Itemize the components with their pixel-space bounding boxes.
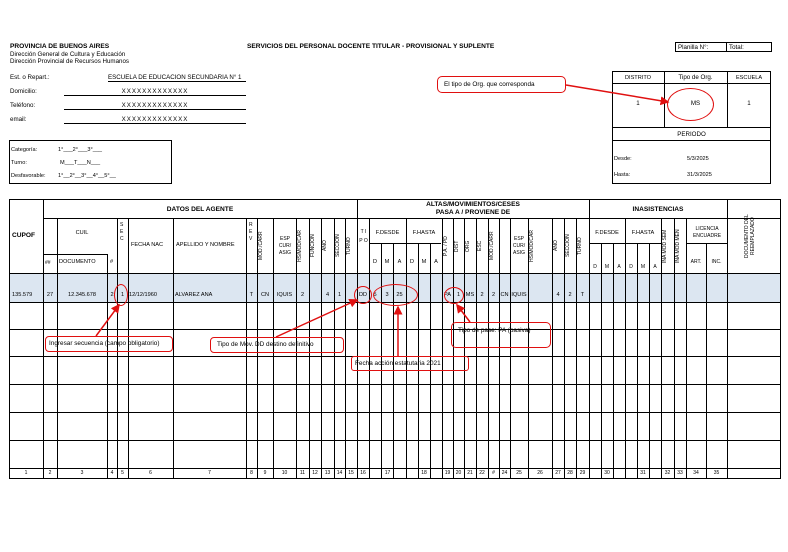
row-fecha-nac: 12/12/1960 <box>129 292 157 298</box>
art-header: ART. <box>690 259 702 265</box>
altas-header-2: PASA A / PROVIENE DE <box>435 209 511 216</box>
est-value: ESCUELA DE EDUCACION SECUNDARIA N° 1 <box>108 74 246 82</box>
categoria-value: 1°___2°___3°___ <box>58 147 103 153</box>
column-number: 13 <box>324 470 331 476</box>
total-label: Total: <box>729 44 744 51</box>
sec-header: S E C <box>120 222 124 242</box>
row-turno-b: T <box>580 292 585 298</box>
row-mod: CN <box>260 292 270 298</box>
desde-label: Desde: <box>614 156 632 162</box>
column-number: 9 <box>263 470 267 476</box>
column-number: 26 <box>537 470 543 476</box>
tipo-pase-note: Tipo de pase: PA (pasiva) <box>458 327 531 334</box>
apellido-header: APELLIDO Y NOMBRE <box>176 242 235 248</box>
row-num: 2 <box>110 292 114 298</box>
column-number: # <box>492 470 495 476</box>
column-number: 18 <box>421 470 427 476</box>
column-number: 35 <box>713 470 720 476</box>
telefono-value: XXXXXXXXXXXXX <box>64 102 246 110</box>
row-hs-b: 2 <box>491 292 496 298</box>
column-number: 25 <box>516 470 522 476</box>
org-header: ORG <box>465 240 471 252</box>
column-number: 20 <box>455 470 462 476</box>
esp-b-header: ESP CUR/ ASIG <box>512 236 526 256</box>
hasta-value: 31/3/2025 <box>687 172 712 178</box>
altas-header-1: ALTAS/MOVIMIENTOS/CESES <box>426 201 520 208</box>
ina-a2-header: A <box>653 264 657 270</box>
tipo-org-value: MS <box>690 100 701 107</box>
f-desde-header: F.DESDE <box>375 230 400 236</box>
column-number: 24 <box>501 470 508 476</box>
turno-b-header: TURNO <box>577 237 583 255</box>
row-esp-b: IQUIS <box>511 292 527 298</box>
row-a: 25 <box>396 292 403 298</box>
desde-value: 5/3/2025 <box>687 156 709 162</box>
escuela-value: 1 <box>747 100 751 107</box>
tipo-org-label: Tipo de Org. <box>678 74 713 81</box>
tipo-header: T I P O <box>359 229 368 244</box>
mod-carr-b-header: MOD./CARR <box>489 231 495 261</box>
column-number: 30 <box>604 470 610 476</box>
column-number: 6 <box>149 470 152 476</box>
esp-header: ESP CUR/ ASIG <box>278 236 292 256</box>
turno-header: TURNO <box>346 237 352 255</box>
provincia-title: PROVINCIA DE BUENOS AIRES <box>10 43 110 50</box>
row-apellido: ALVAREZ ANA <box>175 292 213 298</box>
a2-header: A <box>434 259 438 265</box>
column-number: 17 <box>384 470 391 476</box>
document-title: SERVICIOS DEL PERSONAL DOCENTE TITULAR - PROVISIONAL Y SUPLENTE <box>247 43 495 50</box>
email-label: email: <box>10 116 27 123</box>
escuela-label: ESCUELA <box>735 75 763 81</box>
fecha-nac-header: FECHA NAC <box>131 242 164 248</box>
domicilio-value: XXXXXXXXXXXXX <box>64 88 246 96</box>
distrito-label: DISTRITO <box>624 75 651 81</box>
f-hasta-header: F.HASTA <box>412 230 436 236</box>
documento-header: DOCUMENTO <box>59 259 96 265</box>
column-number: 3 <box>80 470 84 476</box>
seccion-b-header: SECCION <box>565 234 571 258</box>
row-anio-b: 4 <box>556 292 560 298</box>
ina-desde-header: F.DESDE <box>595 230 619 236</box>
row-m: 3 <box>385 292 389 298</box>
m2-header: M <box>421 259 427 265</box>
m-header: M <box>384 259 390 265</box>
secuencia-note: Ingresar secuencia (campo obligatorio) <box>49 340 160 347</box>
funcion-header: FUNCION <box>310 234 316 258</box>
a-header: A <box>397 259 402 265</box>
hs-mod-b-header: HS/MOD/CAR <box>529 230 535 262</box>
fecha-note: Fecha acción estatutaria 2021 <box>355 360 441 367</box>
column-number: 29 <box>579 470 586 476</box>
column-number: 4 <box>110 470 114 476</box>
row-org: MS <box>465 292 475 298</box>
domicilio-label: Domicilio: <box>10 88 37 95</box>
d-header: D <box>372 259 378 265</box>
cuil-header: CUIL <box>75 230 89 236</box>
column-number: 31 <box>640 470 646 476</box>
dist-header: DIST <box>454 240 460 252</box>
row-dist: 1 <box>456 292 461 298</box>
licencia-header: LICENCIA ENCUADRE <box>692 226 722 239</box>
anio-header: AÑO <box>322 240 328 252</box>
turno-label: Turno: <box>11 160 27 166</box>
documento-reemplazado-header: DOCUMENTO DEL REEMPLAZADO <box>744 214 756 258</box>
row-seccion: 1 <box>337 292 342 298</box>
tipo-org-note: El tipo de Org. que corresponda <box>444 81 535 88</box>
direccion-general: Dirección General de Cultura y Educación <box>10 51 126 58</box>
mod-carr-header: MOD./CARR <box>258 231 264 261</box>
row-esp: IQUIS <box>276 292 293 298</box>
desfavorable-value: 1°__2°__3°__4°__5°__ <box>58 173 116 179</box>
column-number: 14 <box>336 470 343 476</box>
email-value: XXXXXXXXXXXXX <box>64 116 246 124</box>
pa-pd-header: P.A. / PD <box>443 236 449 256</box>
column-number: 19 <box>444 470 451 476</box>
row-sec: 1 <box>120 292 125 298</box>
anio-b-header: AÑO <box>553 240 559 252</box>
row-d: 5 <box>373 292 377 298</box>
inc-header: INC. <box>711 259 722 265</box>
column-number: 32 <box>664 470 671 476</box>
row-hs: 2 <box>300 292 305 298</box>
row-sec-b: 2 <box>568 292 572 298</box>
row-rev: T <box>249 292 254 298</box>
rev-header: R E V <box>249 222 253 242</box>
ina-a-header: A <box>617 264 621 270</box>
esc-header: ESC <box>477 240 483 252</box>
telefono-label: Teléfono: <box>10 102 36 109</box>
row-tipo: DD <box>358 292 368 298</box>
hs-mod-header: HS/MOD/CAR <box>297 230 303 262</box>
tipo-mov-note: Tipo de Mov. DD destino definitivo <box>217 341 314 348</box>
column-number: 7 <box>208 470 211 476</box>
column-number: 28 <box>567 470 573 476</box>
periodo-label: PERIODO <box>677 131 706 138</box>
d2-header: D <box>409 259 415 265</box>
column-number: 10 <box>281 470 288 476</box>
ina-d2-header: D <box>629 264 633 270</box>
row-pa: PA <box>443 292 452 298</box>
hash-header: ## <box>45 260 51 266</box>
categoria-label: Categoría: <box>11 147 38 153</box>
column-number: 34 <box>693 470 699 476</box>
row-anio: 4 <box>325 292 330 298</box>
direccion-provincial: Dirección Provincial de Recursos Humanos <box>10 58 129 65</box>
column-number: 12 <box>312 470 318 476</box>
turno-value: M___T___N___ <box>60 160 101 166</box>
column-number: 11 <box>299 470 306 476</box>
ina-m2-header: M <box>640 264 646 270</box>
column-number: 1 <box>24 470 28 476</box>
inasistencias-header: INASISTENCIAS <box>632 206 684 213</box>
row-cupof: 135.579 <box>12 292 33 298</box>
cupof-header: CUPOF <box>12 232 36 239</box>
row-esc: 2 <box>480 292 484 298</box>
column-number: 8 <box>250 470 253 476</box>
column-number: 27 <box>555 470 561 476</box>
column-number: 2 <box>48 470 52 476</box>
ina-d-header: D <box>593 264 597 270</box>
hasta-label: Hasta: <box>614 172 631 178</box>
distrito-value: 1 <box>636 100 640 107</box>
column-number: 15 <box>348 470 354 476</box>
column-number: 22 <box>479 470 485 476</box>
column-number: 5 <box>121 470 124 476</box>
ina-mod-sem-header: INA MOD SEM <box>662 229 668 263</box>
ina-m-header: M <box>604 264 610 270</box>
ina-hasta-header: F.HASTA <box>631 230 655 236</box>
ina-mod-men-header: INA MOD MEN <box>675 229 681 263</box>
column-number: 16 <box>360 470 366 476</box>
row-mod-b: CN <box>500 292 509 298</box>
column-number: 33 <box>677 470 683 476</box>
datos-agente-header: DATOS DEL AGENTE <box>166 206 234 213</box>
seccion-header: SECCION <box>335 234 341 258</box>
est-label: Est. o Repart.: <box>10 74 50 81</box>
row-cuil-a: 27 <box>46 292 54 298</box>
desfavorable-label: Desfavorable: <box>11 173 46 179</box>
num-header: # <box>110 259 114 265</box>
planilla-label: Planilla N°: <box>678 44 709 51</box>
column-number: 21 <box>467 470 473 476</box>
row-documento: 12.345.678 <box>68 292 96 298</box>
